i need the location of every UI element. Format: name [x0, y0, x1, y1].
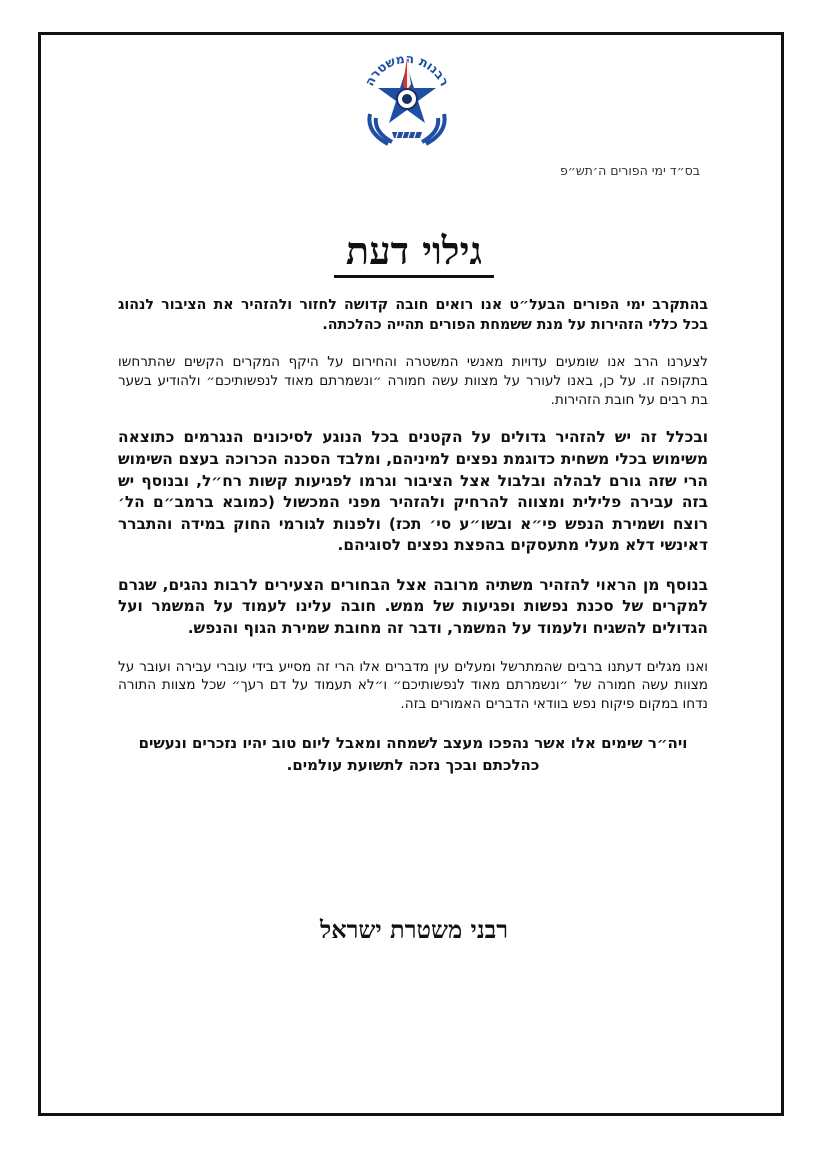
- paragraph-blessing: ויה״ר שימים אלו אשר נהפכו מעצב לשמחה ומאבל ליום טוב יהיו נזכרים ונעשים כהלכתם ובכך נזכה לתשועת עולמים.: [138, 733, 688, 775]
- paragraph-drinking: בנוסף מן הראוי להזהיר משתיה מרובה אצל הבחורים הצעירים לרבות נהגים, שגרם למקרים של סכנת נפשות ופגיעות של ממש. חובה עלינו לעמוד על המשמר ועל הגדולים להשגיח ולעמוד על המשמר, ודבר זה מחובת שמירת הגוף והנפש.: [118, 575, 708, 637]
- page-title: [0, 228, 828, 274]
- paragraph-testimonies: לצערנו הרב אנו שומעים עדויות מאנשי המשטרה והחירום על היקף המקרים הקשים שהתרחשו בתקופה זו. על כן, באנו לעורר על מצוות עשה חמורה ״ונשמרתם מאוד לנפשותיכם״ ולהודיע בשער בת רבים על חובת הזהירות.: [118, 354, 708, 408]
- logo-arc-text: רבנות המשטרה: [361, 50, 453, 89]
- dateline: בס״ד ימי הפורים ה׳תש״פ: [559, 163, 700, 178]
- paragraph-responsibility: ואנו מגלים דעתנו ברבים שהמתרשל ומעלים עין מדברים אלו הרי זה מסייע בידי עוברי עבירה ועובר על מצוות עשה חמורה של ״ונשמרתם מאוד לנפשותיכם״ ו״לא תעמוד על דם רעך״ שכל מצוות התורה נדחו במקום פיקוח נפש בוודאי הדברים האמורים בזה.: [118, 658, 708, 712]
- paragraph-fireworks: ובכלל זה יש להזהיר גדולים על הקטנים בכל הנוגע לסיכונים הנגרמים כתוצאה משימוש בכלי משחית כדוגמת נפצים למיניהם, ומלבד הסכנה הכרוכה בעצם השימוש הרי שזה גורם לבהלה ובלבול אצל הציבור וגרמו לפגיעות קשות רח״ל, ובנוסף יש בזה עבירה פלילית ומצווה להרחיק ולהזהיר מפני המכשול (כמובא ברמב״ם הל׳ רוצח ושמירת הנפש פי״א ובשו״ע סי׳ תכז) ולפנות לגורמי החוק במידה והתברר דאינשי דלא מעלי מתעסקים בהפצת נפצים לסוגיהם.: [118, 428, 708, 555]
- paragraph-intro: בהתקרב ימי הפורים הבעל״ט אנו רואים חובה קדושה לחזור ולהזהיר את הציבור לנהוג בכל כללי הזהירות על מנת ששמחת הפורים תהייה כהלכתה.: [118, 297, 708, 333]
- page-title-text: גילוי דעת: [334, 228, 494, 278]
- police-rabbinate-logo: [348, 44, 466, 154]
- document-body: [118, 296, 708, 795]
- signature: רבני משטרת ישראל: [319, 915, 508, 944]
- police-emblem-icon: [348, 44, 466, 154]
